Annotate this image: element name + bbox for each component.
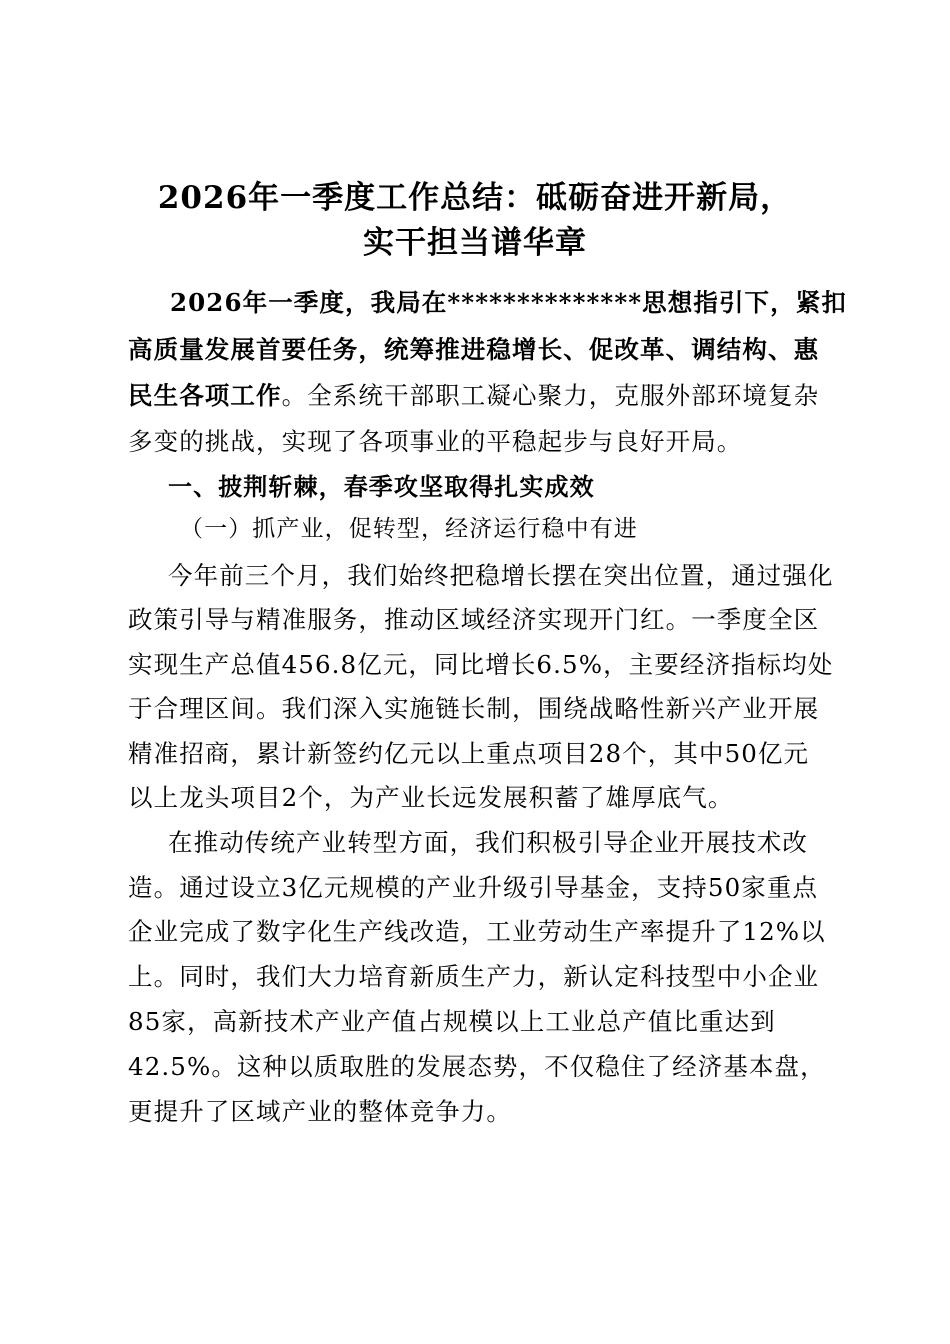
intro-line-1: 2026年一季度，我局在**************思想指引下，紧扣: [170, 288, 847, 317]
intro-line-2: 高质量发展首要任务，统筹推进稳增长、促改革、调结构、惠: [128, 335, 820, 364]
subsection-1-heading: （一）抓产业，促转型，经济运行稳中有进: [180, 516, 638, 542]
intro-line-3: [128, 381, 819, 411]
intro-line-3-rest: 。全系统干部职工凝心聚力，克服外部环境复杂: [281, 381, 820, 410]
para-1-line-1: 今年前三个月，我们始终把稳增长摆在突出位置，通过强化: [168, 561, 834, 590]
intro-line-4: 多变的挑战，实现了各项事业的平稳起步与良好开局。: [128, 427, 743, 456]
para-2-line-7: 更提升了区域产业的整体竞争力。: [128, 1097, 512, 1126]
document-title-line-2: 实干担当谱华章: [363, 225, 587, 261]
para-1-line-5: 精准招商，累计新签约亿元以上重点项目28个，其中50亿元: [128, 739, 810, 768]
para-1-line-4: 于合理区间。我们深入实施链长制，围绕战略性新兴产业开展: [128, 694, 820, 723]
document-title-line-1: 2026年一季度工作总结：砥砺奋进开新局，: [157, 180, 793, 216]
para-2-line-5: 85家，高新技术产业产值占规模以上工业总产值比重达到: [128, 1007, 776, 1036]
para-2-line-6: 42.5%。这种以质取胜的发展态势，不仅稳住了经济基本盘，: [128, 1052, 826, 1081]
para-2-line-2: 造。通过设立3亿元规模的产业升级引导基金，支持50家重点: [128, 873, 819, 902]
para-2-line-4: 上。同时，我们大力培育新质生产力，新认定科技型中小企业: [128, 962, 820, 991]
para-2-line-3: 企业完成了数字化生产线改造，工业劳动生产率提升了12%以: [128, 917, 826, 946]
intro-line-3-bold: 民生各项工作: [128, 381, 282, 410]
para-1-line-3: 实现生产总值456.8亿元，同比增长6.5%，主要经济指标均处: [128, 650, 834, 679]
para-1-line-6: 以上龙头项目2个，为产业长远发展积蓄了雄厚底气。: [128, 783, 734, 812]
section-1-heading: 一、披荆斩棘，春季攻坚取得扎实成效: [168, 472, 595, 501]
para-2-line-1: 在推动传统产业转型方面，我们积极引导企业开展技术改: [168, 828, 808, 857]
para-1-line-2: 政策引导与精准服务，推动区域经济实现开门红。一季度全区: [128, 605, 820, 634]
